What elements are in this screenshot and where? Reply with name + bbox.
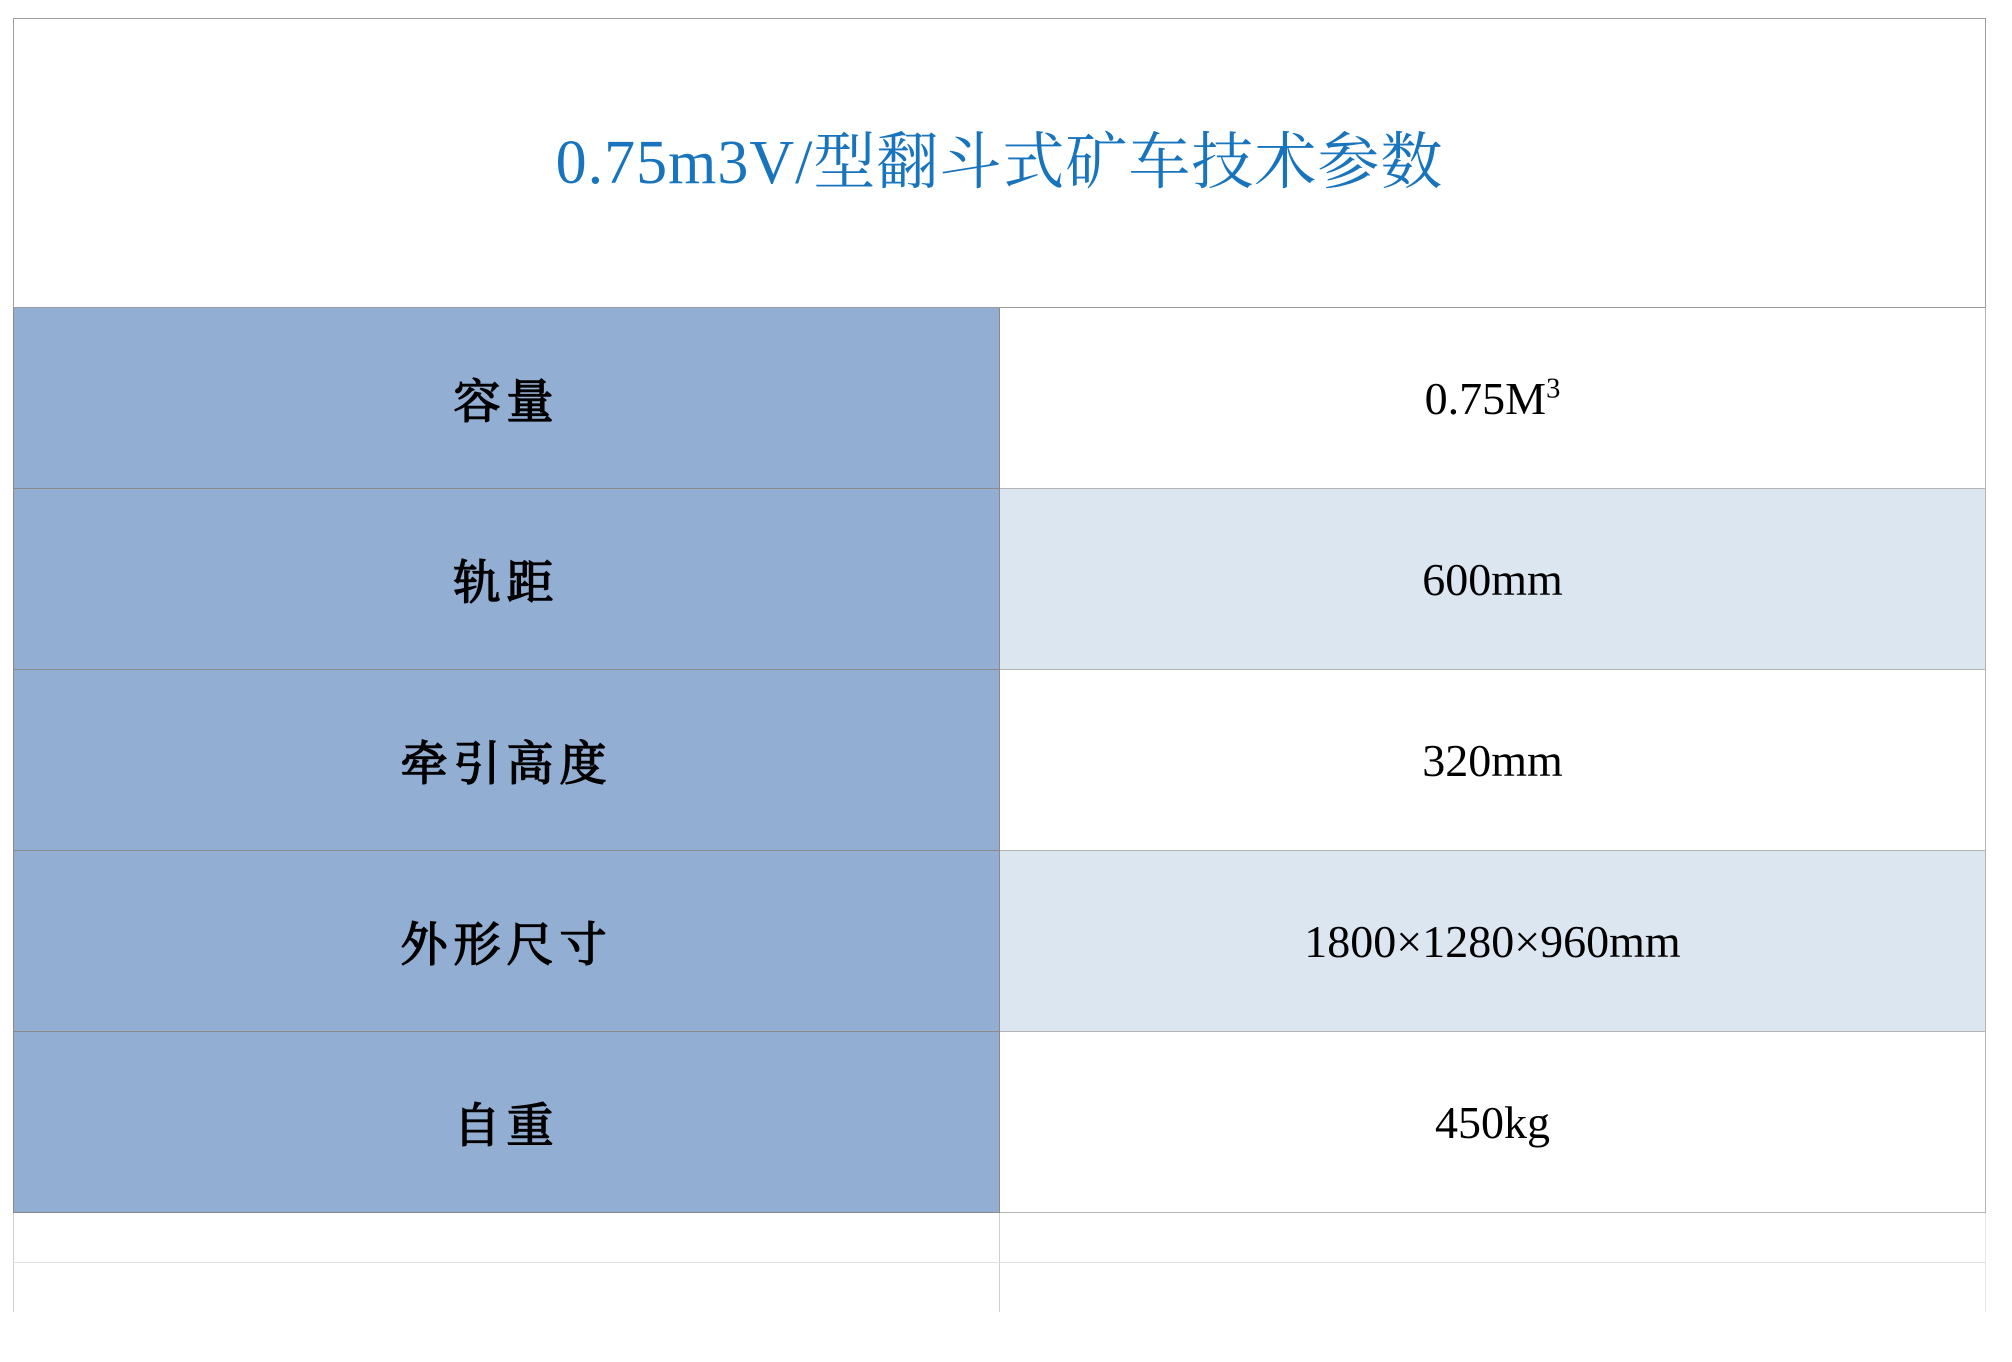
row-value-coupling-height <box>1000 670 1986 851</box>
spec-table <box>13 18 1986 1313</box>
title-cell <box>14 19 1986 308</box>
spec-table-wrapper <box>13 18 1986 1313</box>
title-row <box>14 19 1986 308</box>
row-label-capacity: 容量 <box>14 308 1000 489</box>
value-text: 0.75M <box>1424 372 1547 424</box>
table-row <box>14 851 1986 1032</box>
table-row <box>14 1032 1986 1213</box>
row-value-weight <box>1000 1032 1986 1213</box>
value-superscript: 3 <box>1546 373 1561 405</box>
blank-cell <box>14 1213 1000 1263</box>
value-text: 1800×1280×960mm <box>1304 915 1681 967</box>
blank-row <box>14 1263 1986 1313</box>
value-text: 600mm <box>1422 553 1563 605</box>
row-value-capacity <box>1000 308 1986 489</box>
table-row <box>14 489 1986 670</box>
row-label-dimensions: 外形尺寸 <box>14 851 1000 1032</box>
row-value-dimensions <box>1000 851 1986 1032</box>
value-text: 450kg <box>1435 1096 1550 1148</box>
table-row <box>14 308 1986 489</box>
row-label-weight: 自重 <box>14 1032 1000 1213</box>
row-label-coupling-height: 牵引高度 <box>14 670 1000 851</box>
row-label-gauge: 轨距 <box>14 489 1000 670</box>
page-title: 0.75m3V/型翻斗式矿车技术参数 <box>555 128 1444 197</box>
blank-cell <box>14 1263 1000 1313</box>
blank-row <box>14 1213 1986 1263</box>
value-text: 320mm <box>1422 734 1563 786</box>
blank-cell <box>1000 1213 1986 1263</box>
blank-cell <box>1000 1263 1986 1313</box>
row-value-gauge <box>1000 489 1986 670</box>
table-row <box>14 670 1986 851</box>
